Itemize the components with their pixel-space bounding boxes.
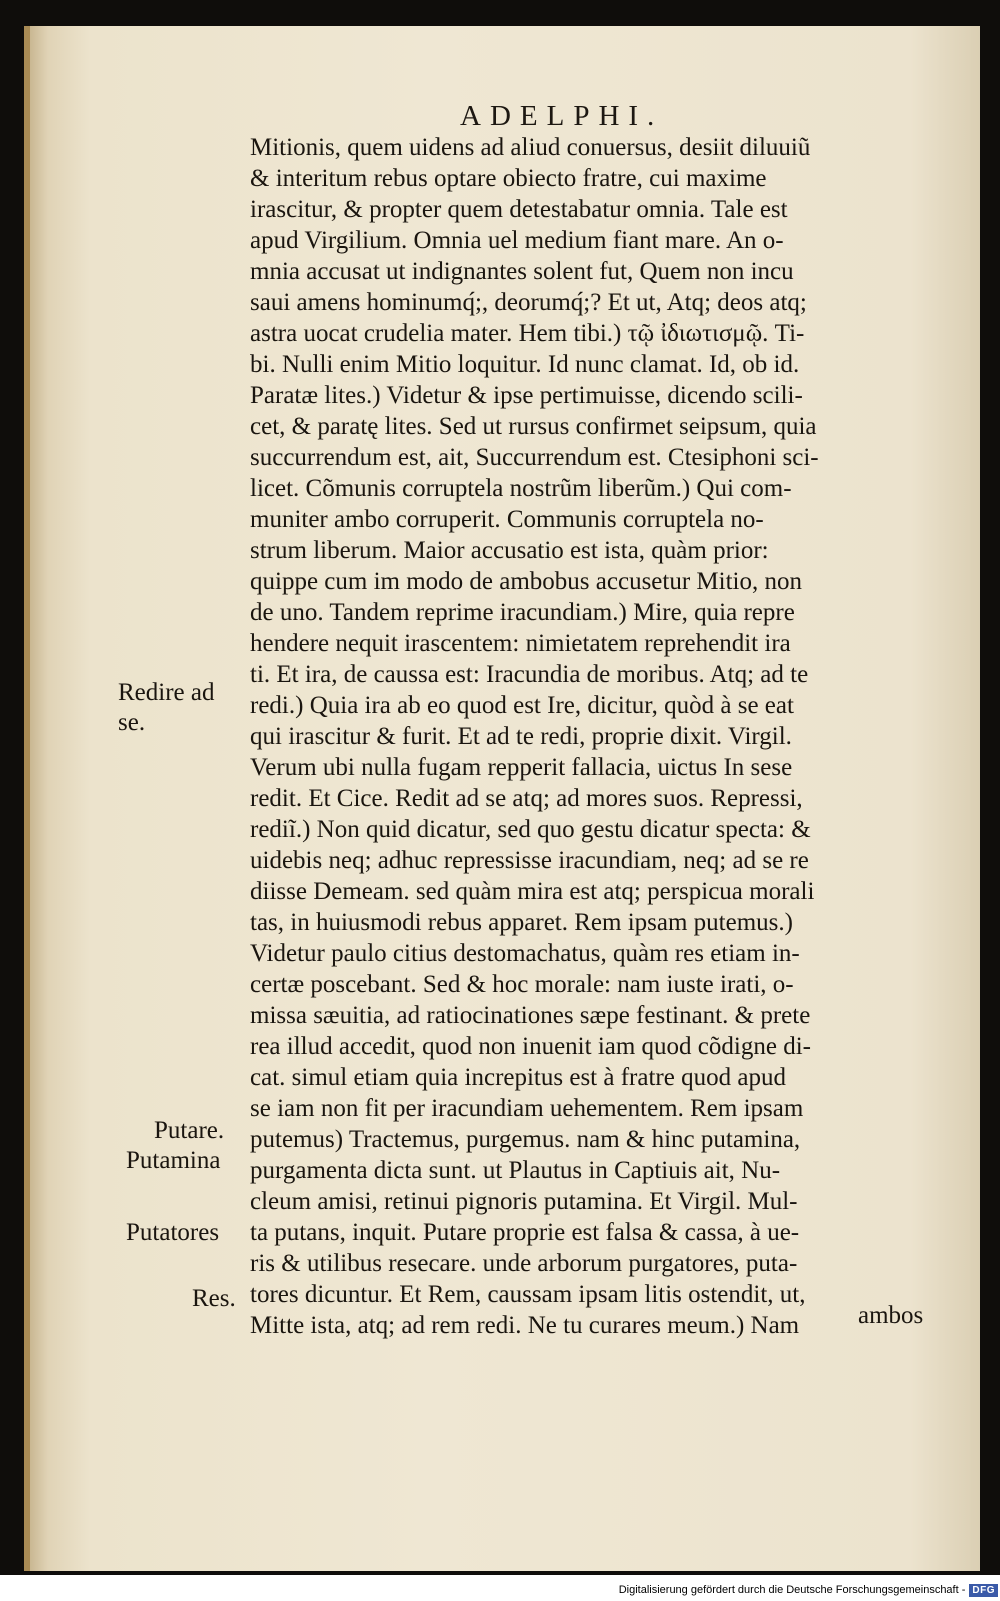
- text-line: qui irascitur & furit. Et ad te redi, proprie dixit. Virgil.: [250, 723, 792, 750]
- text-line: hendere nequit irascentem: nimietatem reprehendit ira: [250, 630, 791, 657]
- text-line: cet, & paratę lites. Sed ut rursus confirmet seipsum, quia: [250, 413, 817, 440]
- text-line: irascitur, & propter quem detestabatur omnia. Tale est: [250, 196, 788, 223]
- margin-note-putatores: Putatores: [126, 1219, 220, 1246]
- body-text: [250, 132, 950, 1341]
- text-line: putemus) Tractemus, purgemus. nam & hinc putamina,: [250, 1126, 801, 1153]
- text-line: cleum amisi, retinui pignoris putamina. Et Virgil. Mul-: [250, 1188, 798, 1215]
- text-line: rediĩ.) Non quid dicatur, sed quo gestu dicatur specta: &: [250, 816, 811, 843]
- credit-text: Digitalisierung gefördert durch die Deutsche Forschungsgemeinschaft -: [618, 1584, 966, 1596]
- margin-note-se: se.: [118, 709, 146, 736]
- text-line: missa sæuitia, ad ratiocinationes sæpe festinant. & prete: [250, 1002, 811, 1029]
- text-line: Videtur paulo citius destomachatus, quàm res etiam in-: [250, 940, 800, 967]
- margin-note-putare: Putare.: [154, 1117, 225, 1144]
- text-line: Paratæ lites.) Videtur & ipse pertimuisse, dicendo scili-: [250, 382, 803, 409]
- text-line: tas, in huiusmodi rebus apparet. Rem ipsam putemus.): [250, 909, 793, 936]
- text-line: ti. Et ira, de caussa est: Iracundia de moribus. Atq; ad te: [250, 661, 809, 688]
- text-line: Mitionis, quem uidens ad aliud conuersus, desiit diluuiũ: [250, 134, 811, 161]
- catchword: ambos: [858, 1302, 924, 1329]
- text-line: ta putans, inquit. Putare proprie est falsa & cassa, à ue-: [250, 1219, 800, 1246]
- text-line: Mitte ista, atq; ad rem redi. Ne tu curares meum.) Nam: [250, 1312, 800, 1339]
- text-line: saui amens hominumq́;, deorumq́;? Et ut, Atq; deos atq;: [250, 289, 807, 316]
- text-line: tores dicuntur. Et Rem, caussam ipsam litis ostendit, ut,: [250, 1281, 806, 1308]
- running-head: ADELPHI.: [460, 100, 664, 132]
- text-line: diisse Demeam. sed quàm mira est atq; perspicua morali: [250, 878, 815, 905]
- text-line: ris & utilibus resecare. unde arborum purgatores, puta-: [250, 1250, 798, 1277]
- text-line: quippe cum im modo de ambobus accusetur Mitio, non: [250, 568, 802, 595]
- text-line: cat. simul etiam quia increpitus est à fratre quod apud: [250, 1064, 786, 1091]
- text-line: bi. Nulli enim Mitio loquitur. Id nunc clamat. Id, ob id.: [250, 351, 800, 378]
- text-line: redi.) Quia ira ab eo quod est Ire, dicitur, quòd à se eat: [250, 692, 794, 719]
- text-line: succurrendum est, ait, Succurrendum est. Ctesiphoni sci-: [250, 444, 819, 471]
- text-line: uidebis neq; adhuc repressisse iracundiam, neq; ad se re: [250, 847, 809, 874]
- text-line: apud Virgilium. Omnia uel medium fiant mare. An o-: [250, 227, 784, 254]
- text-line: mnia accusat ut indignantes solent fut, Quem non incu: [250, 258, 794, 285]
- margin-note-redire: Redire ad: [118, 679, 215, 706]
- text-line: strum liberum. Maior accusatio est ista, quàm prior:: [250, 537, 769, 564]
- margin-note-res: Res.: [192, 1285, 236, 1312]
- digitization-credit: [619, 1581, 998, 1599]
- text-line: purgamenta dicta sunt. ut Plautus in Captiuis ait, Nu-: [250, 1157, 781, 1184]
- text-line: & interitum rebus optare obiecto fratre, cui maxime: [250, 165, 767, 192]
- text-line: licet. Cõmunis corruptela nostrũm liberũm.) Qui com-: [250, 475, 792, 502]
- margin-note-putamina: Putamina: [126, 1147, 221, 1174]
- text-line: astra uocat crudelia mater. Hem tibi.) τῷ ἰδιωτισμῷ. Ti-: [250, 320, 805, 347]
- dfg-logo: DFG: [969, 1584, 998, 1597]
- text-line: certæ poscebant. Sed & hoc morale: nam iuste irati, o-: [250, 971, 794, 998]
- text-line: redit. Et Cice. Redit ad se atq; ad mores suos. Repressi,: [250, 785, 803, 812]
- text-line: se iam non fit per iracundiam uehementem. Rem ipsam: [250, 1095, 804, 1122]
- text-line: rea illud accedit, quod non inuenit iam quod cõdigne di-: [250, 1033, 811, 1060]
- text-line: muniter ambo corruperit. Communis corruptela no-: [250, 506, 764, 533]
- text-line: Verum ubi nulla fugam repperit fallacia, uictus In sese: [250, 754, 793, 781]
- text-line: de uno. Tandem reprime iracundiam.) Mire, quia repre: [250, 599, 795, 626]
